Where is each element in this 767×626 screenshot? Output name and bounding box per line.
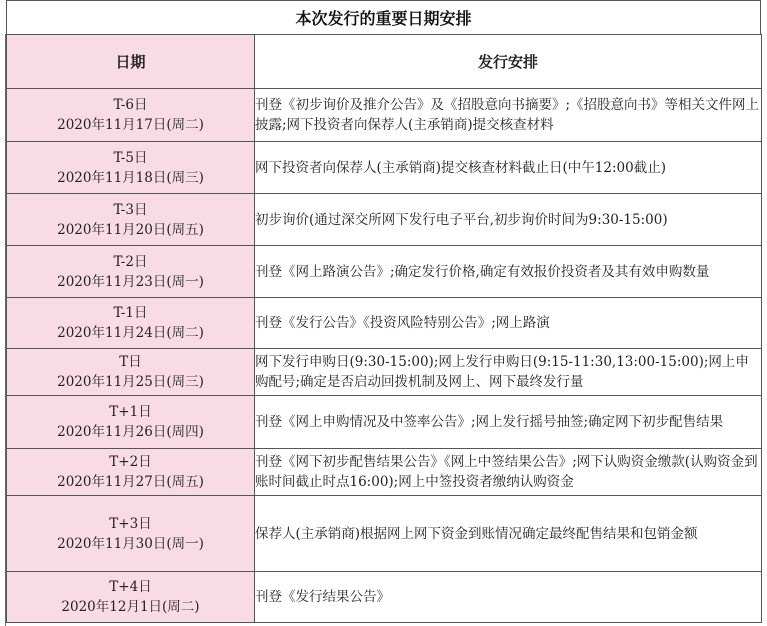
schedule-table: [6, 34, 762, 623]
table-row: [7, 89, 762, 142]
date-cell: [7, 572, 255, 623]
calendar-date: 2020年11月24日(周二): [57, 325, 204, 341]
t-day-label: T-5日: [113, 149, 148, 166]
calendar-date: 2020年11月25日(周三): [57, 374, 204, 390]
arrangement-cell: 刊登《发行结果公告》: [255, 572, 762, 623]
table-row: [7, 496, 762, 572]
table-title: 本次发行的重要日期安排: [6, 0, 761, 34]
t-day-label: T+4日: [109, 579, 152, 595]
table-header-row: [7, 35, 762, 89]
calendar-date: 2020年11月23日(周一): [57, 273, 204, 290]
date-cell: [7, 449, 255, 496]
calendar-date: 2020年11月18日(周三): [57, 169, 204, 186]
t-day-label: T-1日: [113, 305, 148, 321]
table-row: [7, 449, 762, 496]
date-cell: [7, 194, 255, 246]
calendar-date: 2020年11月30日(周一): [57, 535, 204, 552]
date-cell: [7, 349, 255, 396]
table-row: [7, 246, 762, 298]
arrangement-cell: 刊登《网上申购情况及中签率公告》;网上发行摇号抽签;确定网下初步配售结果: [255, 396, 762, 449]
calendar-date: 2020年11月26日(周四): [57, 424, 204, 440]
calendar-date: 2020年11月20日(周五): [57, 221, 204, 238]
date-cell: [7, 298, 255, 349]
arrangement-cell: 网下投资者向保荐人(主承销商)提交核查材料截止日(中午12:00截止): [255, 142, 762, 194]
calendar-date: 2020年11月27日(周五): [57, 474, 204, 490]
t-day-label: T日: [119, 354, 142, 370]
table-row: [7, 349, 762, 396]
date-cell: [7, 496, 255, 572]
arrangement-cell: 刊登《网上路演公告》;确定发行价格,确定有效报价投资者及其有效申购数量: [255, 246, 762, 298]
table-row: [7, 194, 762, 246]
calendar-date: 2020年12月1日(周二): [61, 599, 200, 615]
arrangement-cell: 刊登《初步询价及推介公告》及《招股意向书摘要》;《招股意向书》等相关文件网上披露;网下投资者向保荐人(主承销商)提交核查材料: [255, 89, 762, 142]
arrangement-cell: 刊登《网下初步配售结果公告》《网上中签结果公告》;网下认购资金缴款(认购资金到账时间截止时点16:00);网上中签投资者缴纳认购资金: [255, 449, 762, 496]
t-day-label: T-3日: [113, 201, 148, 218]
t-day-label: T+1日: [109, 404, 152, 420]
arrangement-cell: 刊登《发行公告》《投资风险特别公告》;网上路演: [255, 298, 762, 349]
date-cell: [7, 89, 255, 142]
date-cell: [7, 246, 255, 298]
header-arrangement: 发行安排: [255, 35, 762, 89]
t-day-label: T-2日: [113, 253, 148, 270]
date-cell: [7, 396, 255, 449]
t-day-label: T-6日: [113, 97, 148, 113]
arrangement-cell: 保荐人(主承销商)根据网上网下资金到账情况确定最终配售结果和包销金额: [255, 496, 762, 572]
table-row: [7, 298, 762, 349]
date-cell: [7, 142, 255, 194]
t-day-label: T+2日: [109, 454, 152, 470]
table-row: [7, 396, 762, 449]
header-date: 日期: [7, 35, 255, 89]
table-row: [7, 142, 762, 194]
arrangement-cell: 网下发行申购日(9:30-15:00);网上发行申购日(9:15-11:30,13:00-15:00);网上申购配号;确定是否启动回拨机制及网上、网下最终发行量: [255, 349, 762, 396]
arrangement-cell: 初步询价(通过深交所网下发行电子平台,初步询价时间为9:30-15:00): [255, 194, 762, 246]
calendar-date: 2020年11月17日(周二): [57, 117, 204, 133]
t-day-label: T+3日: [109, 515, 152, 532]
table-row: [7, 572, 762, 623]
